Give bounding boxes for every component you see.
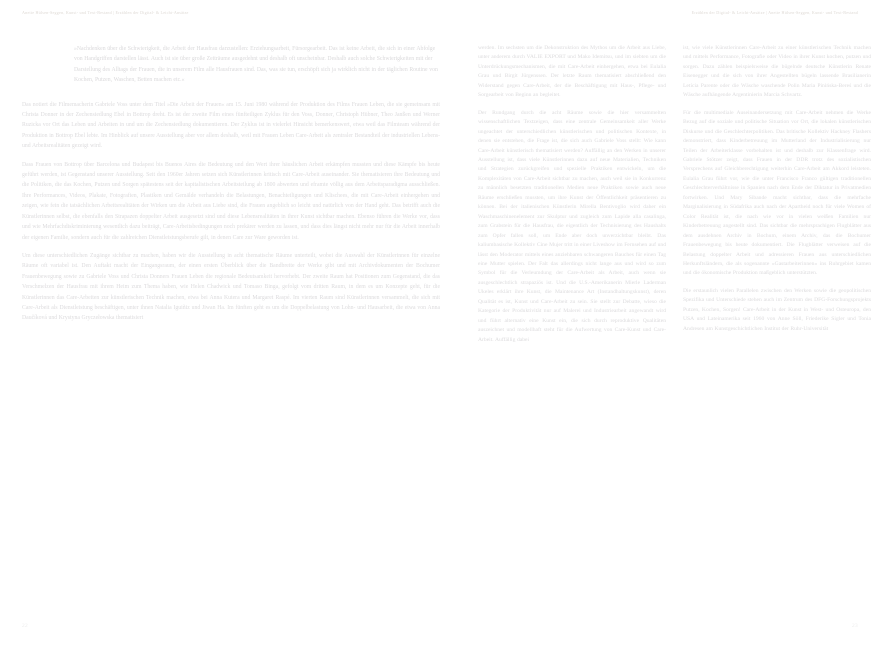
paragraph: werden. Im sechsten um die Dekonstruktion des Mythos um die Arbeit aus Liebe, unter anderem durch VALIE EXPORT und Mako Idemitsu, und im siebten um die Unterdrückungsmechanismen, die mit Care-Arbeit einhergehen, etwa bei Eulalia Grau und Birgit Jürgenssen. Der letzte Raum thematisiert abschließend den Widerstand gegen Care-Arbeit, der die Beschäftigung mit Haus-, Pflege- und Sorgearbeit von Beginn an begleitet. (478, 45, 666, 99)
folio-left: 22 (22, 623, 28, 629)
left-page-text-column (22, 44, 440, 332)
paragraph: Die erstaunlich vielen Parallelen zwischen den Werken sowie die geopolitischen Spezifika und Unterschiede stehen auch im Zentrum des DFG-Forschungsprojekts Putzen, Kochen, Sorgen! Care-Arbeit in der Kunst in West- und Osteuropa, den USA und Lateinamerika seit 1960 von Anne Söll, Friederike Sigler und Tonia Andresen am Kunstgeschichtlichen Institut der Ruhr-Universität (683, 287, 871, 332)
right-page-column-1 (478, 44, 666, 353)
paragraph: Das notiert die Filmemacherin Gabriele Voss unter dem Titel »Die Arbeit der Frauen« am 15. Juni 1980 während der Produktion des Films Frauen Leben, die sie gemeinsam mit Christa Donner in der Zechensiedlung Ebel in Bottrop dreht. Es ist der zweite Film eines fünfteiligen Zyklus für den Voss, Donner, Christoph Hübner, Theo Janßen und Werner Ruzicka vor Ort das Leben und Arbeiten in und um die Zechensiedlung dokumentieren. Der Zyklus ist in vielerlei Hinsicht bemerkenswert, etwa weil das Filmteam während der Produktion in Bottrop Ebel lebte. Im Hinblick auf unsere Ausstellung aber vor allem deshalb, weil mit Frauen Leben Care-Arbeit als zentraler Bestandteil der industriellen Lebens- und Arbeitsrealitäten gezeigt wird. (22, 101, 440, 150)
block-quote: »Nachdenken über die Schwierigkeit, die Arbeit der Hausfrau darzustellen: Erziehungsarbeit, Fürsorgearbeit. Das ist keine Arbeit, die sich in einer Abfolge von Handgriffen darstellen lässt. Auch ist sie über große Zeiträume ausgedehnt und deshalb oft unscheinbar. Deshalb auch solche Schwierigkeiten mit der Darstellung des Alltags der Frauen, die in unserem Film alle Hausfrauen sind. Das, was sie tun, erschöpft sich ja wirklich nicht in der täglichen Routine von Kochen, Putzen, Waschen, Betten machen etc.« (74, 46, 438, 84)
right-page-column-2 (683, 44, 871, 342)
folio-right: 23 (852, 623, 858, 629)
running-head-left: Anette Hülsen-Seggen, Kunst- und Text-Bestand | Erzählen der Digital- & Leicht-Ansätze (22, 10, 189, 15)
paragraph: ist, wie viele Künstlerinnen Care-Arbeit zu einer künstlerischen Technik machen und mittels Performance, Fotografie oder Video in ihrer Kunst kochen, putzen und sorgen. Dazu zählen beispielsweise die bügelnde deutsche Künstlerin Renate Eisenegger und die sich von ihrer Angestellten bügeln lassende Brasilianerin Letícia Parente oder die Wäsche waschende Polin Maria Pinińska-Bereś und die Wäsche aufhängende Argentinierin Marcia Schvartz. (683, 45, 871, 99)
running-head-right: Erzählen der Digital- & Leicht-Ansätze | Anette Hülsen-Seggen, Kunst- und Text-Bestand (691, 10, 858, 15)
paragraph: Um diese unterschiedlichen Zugänge sichtbar zu machen, haben wir die Ausstellung in acht thematische Räume unterteilt, wobei die Auswahl der Künstlerinnen für einzelne Räume oft variabel ist. Den Auftakt macht der Eingangsraum, der einen ersten Überblick über die Bandbreite der Werke gibt und mit Archivdokumenten der Bochumer Frauenbewegung sowie zu Gabriele Voss und Christa Donners Frauen Leben die regionale Bedeutsamkeit hervorhebt. Der zweite Raum hat Positionen zum Gegenstand, die das Verschmelzen der Hausfrau mit ihrem Heim zum Thema haben, wie Helen Chadwick und Tomaso Binga, gefolgt vom dritten Raum, in dem es um Konzepte geht, für die Künstlerinnen das Care-Arbeiten zur künstlerischen Technik machen, etwa bei Anna Kutera und Margaret Raspé. Im vierten Raum sind Künstlerinnen versammelt, die sich mit Care-Arbeit als Dienstleistung beschäftigen, unter ihnen Natalia Iguiñiz und Jiwan Ha. Im fünften geht es um die Doppelbelastung von Lohn- und Hausarbeit, die etwa von Anna Daučíková und Krystyna Gryczełowska thematisiert (22, 252, 440, 322)
paragraph: Für die multimediale Auseinandersetzung mit Care-Arbeit nehmen die Werke Bezug auf die soziale und politische Situation vor Ort, die lokalen künstlerischen Diskurse und die Geschlechterpolitiken. Das britische Kollektiv Hackney Flashers demonstriert, dass Kinderbetreuung im Mutterland der Industrialisierung nur Teilen der Arbeiterklasse vorbehalten ist und deshalb zur Klassenfrage wird. Gabriele Stötzer zeigt, dass Frauen in der DDR trotz des sozialistischen Versprechens auf Gleichberechtigung weiterhin Care-Arbeit am Akkord leisteten. Eulalia Grau führt vor, wie die unter Francisco Franco gültigen traditionellen Geschlechterverhältnisse in Spanien nach dem Ende der Diktatur in Privatmedien fortwirken. Und Mary Sibande macht sichtbar, dass die mehrfache Marginalisierung in Südafrika auch nach der Apartheid noch für viele Women of Color Realität ist, die nach wie vor in vielen weißen Familien nur Kinderbetreuung angestellt sind. Das sichtbar die mehrsprachigen Flugblätter aus dem ausdehnen Archiv in Bochum, einem Archiv, das die Bochumer Frauenbewegung bis heute dokumentiert. Die Flugblätter verweisen auf die Belastung doppelter Arbeit und adressieren Frauen aus unterschiedlichen Herkunftsländern, die als sogenannte »Gastarbeiterinnen« ins Ruhrgebiet kamen und die ökonomische Produktion maßgeblich unterstützten. (683, 109, 871, 277)
page-right (440, 0, 880, 648)
paragraph: Der Rundgang durch die acht Räume sowie die hier versammelten wissenschaftlichen Textzeigen, dass eine zentrale Gemeinsamkeit aller Werke ungeachtet der unterschiedlichen künstlerischen und politischen Kontexte, in denen sie entstehen, die Frage ist, die sich auch Gabriele Voss stellt: Wie kann Care-Arbeit künstlerisch thematisiert werden? Auffällig an den Werken in unserer Ausstellung ist, dass viele Künstlerinnen dazu auf neue Materialien, Techniken und Strategien zurückgreifen und spezielle Praktiken entwickeln, um die Komplexitäten von Care-Arbeit sichtbar zu machen, auch weil sie in Konkurrenz zu männlich besetzten traditionellen Medien neue Praktiken sowie auch neue Räume erschließen mussten, um ihre Kunst der Öffentlichkeit präsentieren zu können. Bei der italienischen Künstlerin Mirella Bentivoglio wird daher ein Waschmaschinenelement zur Skulptur und zugleich zum Lapide alla casalinga, zum Grabstein für die Hausfrau, die eigentlich der Technisierung des Haushalts zum Opfer fallen soll, um Ende aber doch unverzichtbar bleibt. Das kaliumbasische Kollektiv Cine Mujer tritt in einer Liveshow im Fernsehen auf und lässt den Moderator mittels eines anziehbaren schwangeren Bauches für einen Tag eine Mutter spielen. Der Falt das allerdings nicht lange aus und wird so zum Symbol für die Verleumdung der Care-Arbeit als Arbeit, auch wenn sie ausgeschlechtlich strapaziös ist. Und die U.S.-Amerikanerin Mierle Laderman Ukeles erklärt ihre Kunst, die Maintenance Art (Instandhaltungskunst), deren Qualität es ist, Kunst und Care-Arbeit zu sein. Sie stellt zur Debatte, wieso die Kategorie der Produktivität nur auf Malerei und Industriearbeit angewandt wird und führt alternativ eine Kunst ein, die sich durch reproduktive Qualitäten auszeichnet und modellhaft steht für die Aufwertung von Care-Kunst und Care-Arbeit. Auffällig dabei (478, 109, 666, 343)
paragraph: Dass Frauen von Bottrop über Barcelona und Budapest bis Buenos Aires die Bedeutung und den Wert ihrer häuslichen Arbeit erkämpfen mussten und diese Kämpfe bis heute geführt werden, ist Gegenstand unserer Ausstellung. Seit den 1960er Jahren setzen sich Künstlerinnen kritisch mit Care-Arbeit auseinander. Sie thematisieren ihre Bedeutung und die Politiken, die das Kochen, Putzen und Sorgen spätestens seit der kapitalistischen Arbeitsteilung ab 1800 abwerten und eframte völlig aus dem Arbeitsparadigma ausschließen. Ihre Performances, Videos, Plakate, Fotografien, Plastiken und Gemälde verhandeln die Belastungen, Benachteiligungen und Klischees, die mit Care-Arbeit einhergehen und zeigen, wie fein die tatsächlichen Arbeitsrealitäten der Wirken um die Arbeit aus Liebe sind, die Frauen angeblich so leicht und natürlich von der Hand geht. Das betrifft auch die Künstlerinnen selbst, die ebenfalls den Strapazen doppelter Arbeit ausgesetzt sind und diese Lebensrealitäten in ihrer Kunst sichtbar machen. Ebenso führen die Werke vor, dass und wie Mehrfachdiskriminierung wesentlich dazu beiträgt, Care-Arbeitsbedingungen noch prekärer werden zu lassen, und dass dies längst nicht mehr nur für die Arbeit innerhalb der eigenen Familie, sondern auch für die zahlreichen Dienstleistungsberufe gilt, in denen Care zur Ware geworden ist. (22, 161, 440, 241)
